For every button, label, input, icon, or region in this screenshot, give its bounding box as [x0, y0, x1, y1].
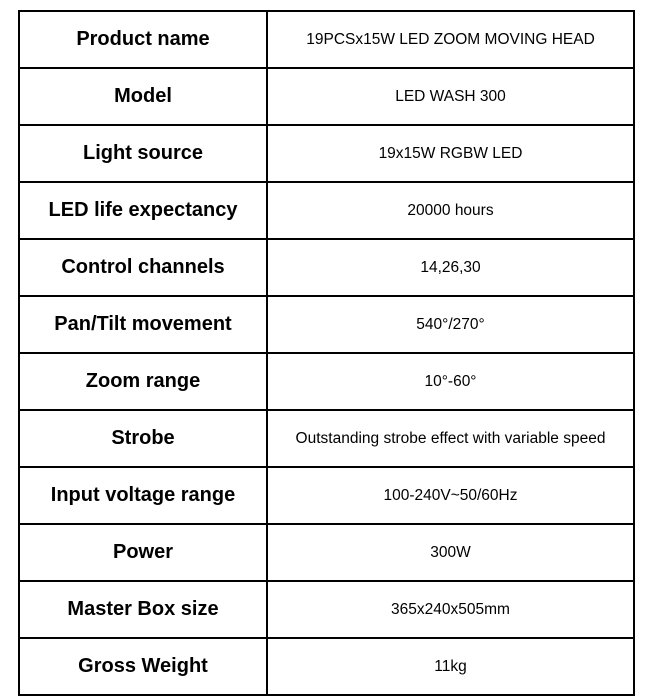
- table-row: [19, 467, 634, 524]
- row-label: Master Box size: [19, 581, 267, 638]
- row-value: 300W: [267, 524, 634, 581]
- row-value: 19PCSx15W LED ZOOM MOVING HEAD: [267, 11, 634, 68]
- row-label: Input voltage range: [19, 467, 267, 524]
- row-label: Strobe: [19, 410, 267, 467]
- row-value: 19x15W RGBW LED: [267, 125, 634, 182]
- row-value: 14,26,30: [267, 239, 634, 296]
- row-value: 540°/270°: [267, 296, 634, 353]
- row-label: Light source: [19, 125, 267, 182]
- row-label: Zoom range: [19, 353, 267, 410]
- row-value: 20000 hours: [267, 182, 634, 239]
- table-row: [19, 638, 634, 695]
- row-label: Pan/Tilt movement: [19, 296, 267, 353]
- row-label: Product name: [19, 11, 267, 68]
- row-label: Gross Weight: [19, 638, 267, 695]
- table-row: [19, 524, 634, 581]
- table-row: [19, 353, 634, 410]
- table-row: [19, 410, 634, 467]
- row-label: Control channels: [19, 239, 267, 296]
- table-row: [19, 11, 634, 68]
- row-value: Outstanding strobe effect with variable speed: [267, 410, 634, 467]
- row-label: Model: [19, 68, 267, 125]
- table-row: [19, 125, 634, 182]
- row-label: LED life expectancy: [19, 182, 267, 239]
- row-value: 100-240V~50/60Hz: [267, 467, 634, 524]
- row-value: 11kg: [267, 638, 634, 695]
- table-row: [19, 239, 634, 296]
- spec-table-body: [19, 11, 634, 695]
- table-row: [19, 182, 634, 239]
- row-value: LED WASH 300: [267, 68, 634, 125]
- table-row: [19, 296, 634, 353]
- table-row: [19, 581, 634, 638]
- row-value: 10°-60°: [267, 353, 634, 410]
- row-label: Power: [19, 524, 267, 581]
- table-row: [19, 68, 634, 125]
- spec-table: [18, 10, 635, 696]
- row-value: 365x240x505mm: [267, 581, 634, 638]
